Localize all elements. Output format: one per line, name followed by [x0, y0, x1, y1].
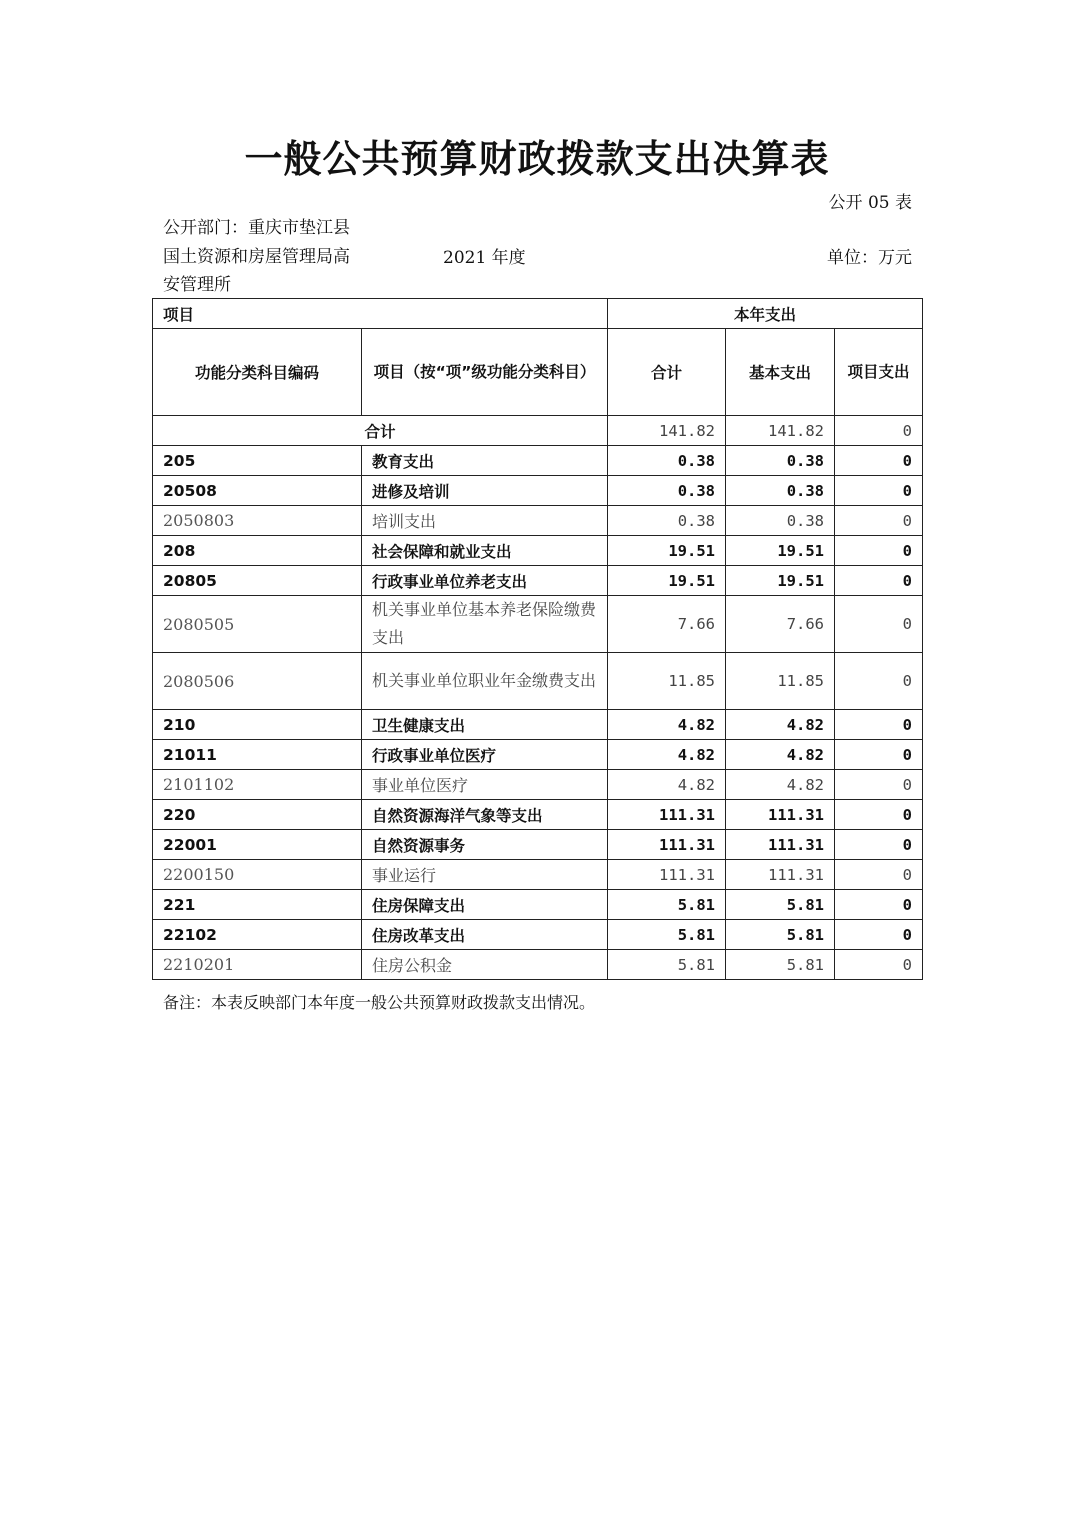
- row-total: 4.82: [608, 770, 726, 800]
- row-name: 行政事业单位养老支出: [362, 566, 608, 596]
- row-code: 21011: [153, 740, 362, 770]
- row-basic: 4.82: [726, 740, 835, 770]
- row-project: 0: [835, 770, 923, 800]
- row-code: 2050803: [153, 506, 362, 536]
- row-project: 0: [835, 653, 923, 710]
- footnote: 备注：本表反映部门本年度一般公共预算财政拨款支出情况。: [163, 993, 596, 1012]
- row-code: 205: [153, 446, 362, 476]
- row-basic: 0.38: [726, 446, 835, 476]
- row-name: 教育支出: [362, 446, 608, 476]
- row-project: 0: [835, 860, 923, 890]
- row-name: 事业运行: [362, 860, 608, 890]
- row-project: 0: [835, 446, 923, 476]
- row-name: 社会保障和就业支出: [362, 536, 608, 566]
- row-total: 19.51: [608, 566, 726, 596]
- row-total: 5.81: [608, 890, 726, 920]
- table-row: [153, 800, 923, 830]
- row-total: 7.66: [608, 596, 726, 653]
- total-label: 合计: [153, 416, 608, 446]
- row-total: 4.82: [608, 740, 726, 770]
- row-total: 0.38: [608, 446, 726, 476]
- row-name: 自然资源海洋气象等支出: [362, 800, 608, 830]
- row-code: 2101102: [153, 770, 362, 800]
- row-basic: 111.31: [726, 800, 835, 830]
- row-name: 机关事业单位基本养老保险缴费支出: [362, 596, 608, 653]
- row-basic: 19.51: [726, 566, 835, 596]
- table-row: [153, 446, 923, 476]
- row-total: 19.51: [608, 536, 726, 566]
- total-sum: 141.82: [608, 416, 726, 446]
- row-total: 111.31: [608, 800, 726, 830]
- table-row: [153, 536, 923, 566]
- row-basic: 7.66: [726, 596, 835, 653]
- table-row: [153, 860, 923, 890]
- row-basic: 111.31: [726, 830, 835, 860]
- row-code: 2200150: [153, 860, 362, 890]
- table-row: [153, 710, 923, 740]
- row-basic: 111.31: [726, 860, 835, 890]
- row-name: 自然资源事务: [362, 830, 608, 860]
- total-project: 0: [835, 416, 923, 446]
- row-basic: 5.81: [726, 950, 835, 980]
- table-row: [153, 566, 923, 596]
- row-total: 5.81: [608, 920, 726, 950]
- header-total: 合计: [608, 329, 726, 416]
- row-name: 机关事业单位职业年金缴费支出: [362, 653, 608, 710]
- header-basic: 基本支出: [726, 329, 835, 416]
- row-code: 208: [153, 536, 362, 566]
- page-title: 一般公共预算财政拨款支出决算表: [244, 137, 830, 181]
- row-total: 0.38: [608, 506, 726, 536]
- table-row: [153, 506, 923, 536]
- row-total: 5.81: [608, 950, 726, 980]
- row-project: 0: [835, 920, 923, 950]
- header-project: 项目: [153, 299, 608, 329]
- table-row: [153, 950, 923, 980]
- currency-unit: 单位：万元: [827, 248, 912, 268]
- total-row: [153, 416, 923, 446]
- fiscal-year: 2021 年度: [443, 248, 526, 268]
- row-basic: 4.82: [726, 770, 835, 800]
- row-basic: 4.82: [726, 710, 835, 740]
- row-name: 行政事业单位医疗: [362, 740, 608, 770]
- row-project: 0: [835, 476, 923, 506]
- header-current-year: 本年支出: [608, 299, 923, 329]
- row-total: 111.31: [608, 830, 726, 860]
- row-name: 进修及培训: [362, 476, 608, 506]
- table-row: [153, 653, 923, 710]
- row-project: 0: [835, 740, 923, 770]
- row-code: 2080505: [153, 596, 362, 653]
- department-label: 公开部门：重庆市垫江县国土资源和房屋管理局高安管理所: [163, 218, 350, 295]
- row-total: 111.31: [608, 860, 726, 890]
- row-project: 0: [835, 596, 923, 653]
- row-code: 2210201: [153, 950, 362, 980]
- row-name: 卫生健康支出: [362, 710, 608, 740]
- row-project: 0: [835, 950, 923, 980]
- row-basic: 5.81: [726, 890, 835, 920]
- row-name: 住房改革支出: [362, 920, 608, 950]
- row-code: 22001: [153, 830, 362, 860]
- row-project: 0: [835, 800, 923, 830]
- row-name: 住房保障支出: [362, 890, 608, 920]
- row-project: 0: [835, 830, 923, 860]
- row-project: 0: [835, 536, 923, 566]
- row-basic: 5.81: [726, 920, 835, 950]
- row-code: 20508: [153, 476, 362, 506]
- row-code: 2080506: [153, 653, 362, 710]
- row-code: 22102: [153, 920, 362, 950]
- total-basic: 141.82: [726, 416, 835, 446]
- table-row: [153, 920, 923, 950]
- table-row: [153, 890, 923, 920]
- row-code: 210: [153, 710, 362, 740]
- row-basic: 11.85: [726, 653, 835, 710]
- table-row: [153, 740, 923, 770]
- expenditure-table: [152, 298, 923, 980]
- row-basic: 0.38: [726, 506, 835, 536]
- row-name: 住房公积金: [362, 950, 608, 980]
- header-row-2: [153, 329, 923, 416]
- row-project: 0: [835, 566, 923, 596]
- row-name: 事业单位医疗: [362, 770, 608, 800]
- row-project: 0: [835, 890, 923, 920]
- row-code: 20805: [153, 566, 362, 596]
- row-total: 0.38: [608, 476, 726, 506]
- row-basic: 19.51: [726, 536, 835, 566]
- row-total: 4.82: [608, 710, 726, 740]
- table-row: [153, 476, 923, 506]
- table-row: [153, 770, 923, 800]
- header-code: 功能分类科目编码: [153, 329, 362, 416]
- table-row: [153, 830, 923, 860]
- header-name: 项目（按“项”级功能分类科目）: [362, 329, 608, 416]
- row-code: 221: [153, 890, 362, 920]
- row-name: 培训支出: [362, 506, 608, 536]
- row-basic: 0.38: [726, 476, 835, 506]
- row-project: 0: [835, 506, 923, 536]
- header-project-exp: 项目支出: [835, 329, 923, 416]
- form-number: 公开 05 表: [828, 193, 912, 213]
- row-code: 220: [153, 800, 362, 830]
- row-total: 11.85: [608, 653, 726, 710]
- table-row: [153, 596, 923, 653]
- header-row-1: [153, 299, 923, 329]
- row-project: 0: [835, 710, 923, 740]
